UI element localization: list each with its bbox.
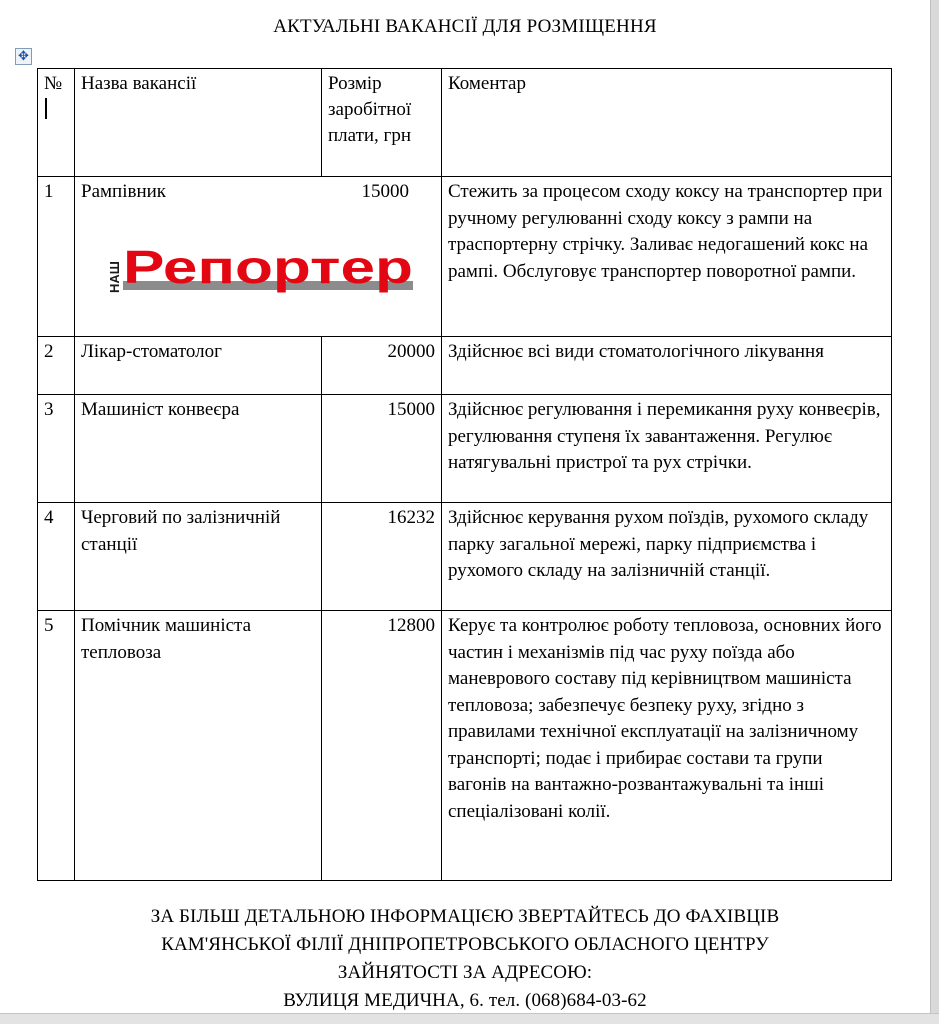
cell-name[interactable]: Помічник машиніста тепловоза [75,611,322,881]
table-row [38,503,892,611]
contact-footer [0,903,930,1015]
cell-num[interactable]: 1 [38,177,75,337]
cell-num[interactable]: 3 [38,395,75,503]
cell-name-salary[interactable] [75,177,442,337]
table-row [38,611,892,881]
footer-line: ЗАЙНЯТОСТІ ЗА АДРЕСОЮ: [337,962,593,983]
cell-comment[interactable]: Здійснює всі види стоматологічного лікування [442,337,892,395]
footer-line: КАМ'ЯНСЬКОЇ ФІЛІЇ ДНІПРОПЕТРОВСЬКОГО ОБЛАСНОГО ЦЕНТРУ [161,934,769,955]
table-row [38,337,892,395]
cell-num[interactable]: 4 [38,503,75,611]
cell-name[interactable]: Машиніст конвеєра [75,395,322,503]
cell-salary: 15000 [361,181,409,202]
vacancies-table [37,68,892,881]
page-title: АКТУАЛЬНІ ВАКАНСІЇ ДЛЯ РОЗМІЩЕННЯ [273,16,657,37]
move-arrows-icon[interactable]: ✥ [15,48,32,65]
watermark-small-text: НАШ [107,261,122,293]
cell-comment[interactable]: Здійснює регулювання і перемикання руху конвеєрів, регулювання ступеня їх завантаження. Регулює натягувальні пристрої та рух стрічки. [442,395,892,503]
table-header-row [38,69,892,177]
cell-name[interactable]: Лікар-стоматолог [75,337,322,395]
reporter-watermark-logo [105,241,417,299]
table-row [38,177,892,337]
header-cell-num[interactable] [38,69,75,177]
cell-name[interactable]: Черговий по залізничній станції [75,503,322,611]
cell-num[interactable]: 5 [38,611,75,881]
cell-comment[interactable]: Керує та контролює роботу тепловоза, основних його частин і механізмів під час руху поїзда або маневрового составу під керівництвом машиніста тепловоза; забезпечує безпеку руху, згідно з правилами технічної експлуатації на залізничному транспорті; подає і прибирає состави та групи вагонів на вантажно-розвантажувальні та інші спеціалізовані колії. [442,611,892,881]
cell-num[interactable]: 2 [38,337,75,395]
header-cell-salary[interactable]: Розмір заробітної плати, грн [322,69,442,177]
cell-salary[interactable]: 16232 [322,503,442,611]
cell-salary[interactable]: 15000 [322,395,442,503]
header-cell-name[interactable]: Назва вакансії [75,69,322,177]
cell-salary[interactable]: 12800 [322,611,442,881]
footer-address: ВУЛИЦЯ МЕДИЧНА, 6. тел. (068)684-03-62 [283,990,647,1011]
cell-comment[interactable]: Стежить за процесом сходу коксу на транспортер при ручному регулюванні сходу коксу з рампи на траспортерну стрічку. Заливає недогашений кокс на рампі. Обслуговує транспортер поворотної рампи. [442,177,892,337]
text-cursor [45,98,47,119]
cell-name: Рампівник [81,181,167,202]
window-right-edge [930,0,939,1024]
footer-line: ЗА БІЛЬШ ДЕТАЛЬНОЮ ІНФОРМАЦІЄЮ ЗВЕРТАЙТЕСЬ ДО ФАХІВЦІВ [150,906,780,927]
header-num-label: № [44,73,63,94]
header-cell-comment[interactable]: Коментар [442,69,892,177]
table-row [38,395,892,503]
cell-comment[interactable]: Здійснює керування рухом поїздів, рухомого складу парку загальної мережі, парку підприємства і рухомого складу на залізничній станції. [442,503,892,611]
watermark-main-text: Репортер [123,241,413,293]
cell-salary[interactable]: 20000 [322,337,442,395]
